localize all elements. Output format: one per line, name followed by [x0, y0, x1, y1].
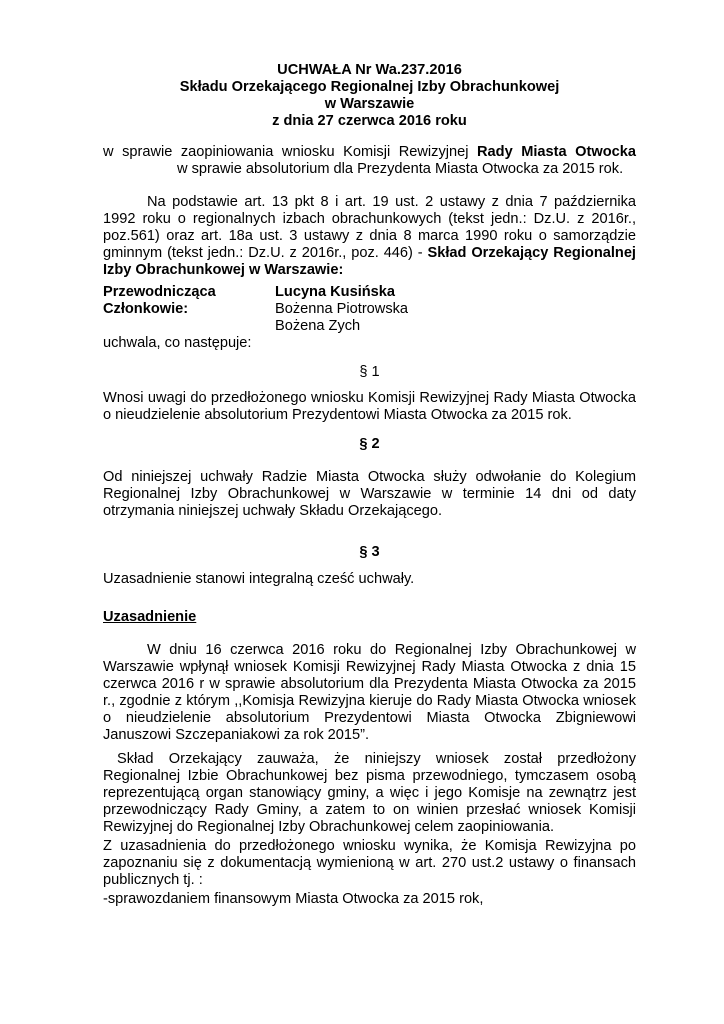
section-3-text: Uzasadnienie stanowi integralną cześć uchwały. — [103, 571, 415, 587]
resolution-date: z dnia 27 czerwca 2016 roku — [272, 113, 467, 129]
issuing-body: Składu Orzekającego Regionalnej Izby Obrachunkowej — [179, 79, 560, 95]
members-label: Członkowie: — [103, 301, 189, 317]
chair-label: Przewodnicząca — [103, 284, 216, 300]
legal-basis — [103, 194, 636, 279]
resolution-intro: uchwala, co następuje: — [103, 335, 252, 351]
justification-paragraph-4: -sprawozdaniem finansowym Miasta Otwocka za 2015 rok, — [103, 891, 484, 907]
justification-paragraph-3: Z uzasadnienia do przedłożonego wniosku wynika, że Komisja Rewizyjna po zapoznaniu się z dokumentacją wymienioną w art. 270 ust.2 ustawy o finansach publicznych tj. : — [103, 838, 636, 888]
legal-basis-text: Na podstawie art. 13 pkt 8 i art. 19 ust. 2 ustawy z dnia 7 października 1992 roku o regionalnych izbach obrachunkowych (tekst jedn.: Dz.U. z 2016r., poz.561) oraz art. 18a ust. 3 ustawy z dnia 8 marca 1990 roku o samorządzie gminnym (tekst jedn.: Dz.U. z 2016r., poz. 446) - — [103, 194, 636, 261]
section-1-mark: § 1 — [359, 364, 380, 380]
section-3-mark: § 3 — [359, 544, 380, 560]
subject-line2: w sprawie absolutorium dla Prezydenta Miasta Otwocka za 2015 rok. — [177, 161, 624, 177]
chair-name: Lucyna Kusińska — [275, 284, 396, 300]
legal-basis-body: Skład Orzekający Regionalnej Izby Obrachunkowej w Warszawie: — [103, 245, 636, 278]
subject-council: Rady Miasta Otwocka — [477, 144, 636, 160]
justification-heading: Uzasadnienie — [103, 609, 197, 625]
issuing-city: w Warszawie — [324, 96, 415, 112]
panel-members — [103, 284, 636, 335]
resolution-subject — [103, 144, 636, 178]
member-2: Bożena Zych — [275, 318, 361, 334]
subject-prefix: w sprawie zaopiniowania wniosku Komisji Rewizyjnej — [103, 144, 477, 160]
document-page — [103, 62, 636, 908]
section-2-text: Od niniejszej uchwały Radzie Miasta Otwocka służy odwołanie do Kolegium Regionalnej Izby Obrachunkowej w Warszawie w terminie 14 dni od daty otrzymania niniejszej uchwały Składu Orzekającego. — [103, 469, 636, 519]
resolution-header — [103, 62, 636, 130]
section-1-text: Wnosi uwagi do przedłożonego wniosku Komisji Rewizyjnej Rady Miasta Otwocka o nieudzielenie absolutorium Prezydentowi Miasta Otwocka za 2015 rok. — [103, 390, 636, 423]
resolution-number: UCHWAŁA Nr Wa.237.2016 — [277, 62, 462, 78]
justification-paragraph-1: W dniu 16 czerwca 2016 roku do Regionalnej Izby Obrachunkowej w Warszawie wpłynął wniosek Komisji Rewizyjnej Rady Miasta Otwocka z dnia 15 czerwca 2016 r w sprawie absolutorium dla Prezydenta Miasta Otwocka za 2015 r., zgodnie z którym ,,Komisja Rewizyjna kieruje do Rady Miasta Otwocka wniosek o nieudzielenie absolutorium Prezydentowi Miasta Otwocka Zbigniewowi Januszowi Szczepaniakowi za rok 2015”. — [103, 642, 636, 743]
justification-paragraph-2: Skład Orzekający zauważa, że niniejszy wniosek został przedłożony Regionalnej Izbie Obrachunkowej bez pisma przewodniego, tymczasem osobą reprezentującą organ stanowiący gminy, a więc i jego Komisje na zewnątrz jest przewodniczący Rady Gminy, a zatem to on winien przesłać wniosek Komisji Rewizyjnej do Regionalnej Izby Obrachunkowej celem zaopiniowania. — [103, 751, 636, 835]
section-2-mark: § 2 — [359, 436, 380, 452]
member-1: Bożenna Piotrowska — [275, 301, 409, 317]
